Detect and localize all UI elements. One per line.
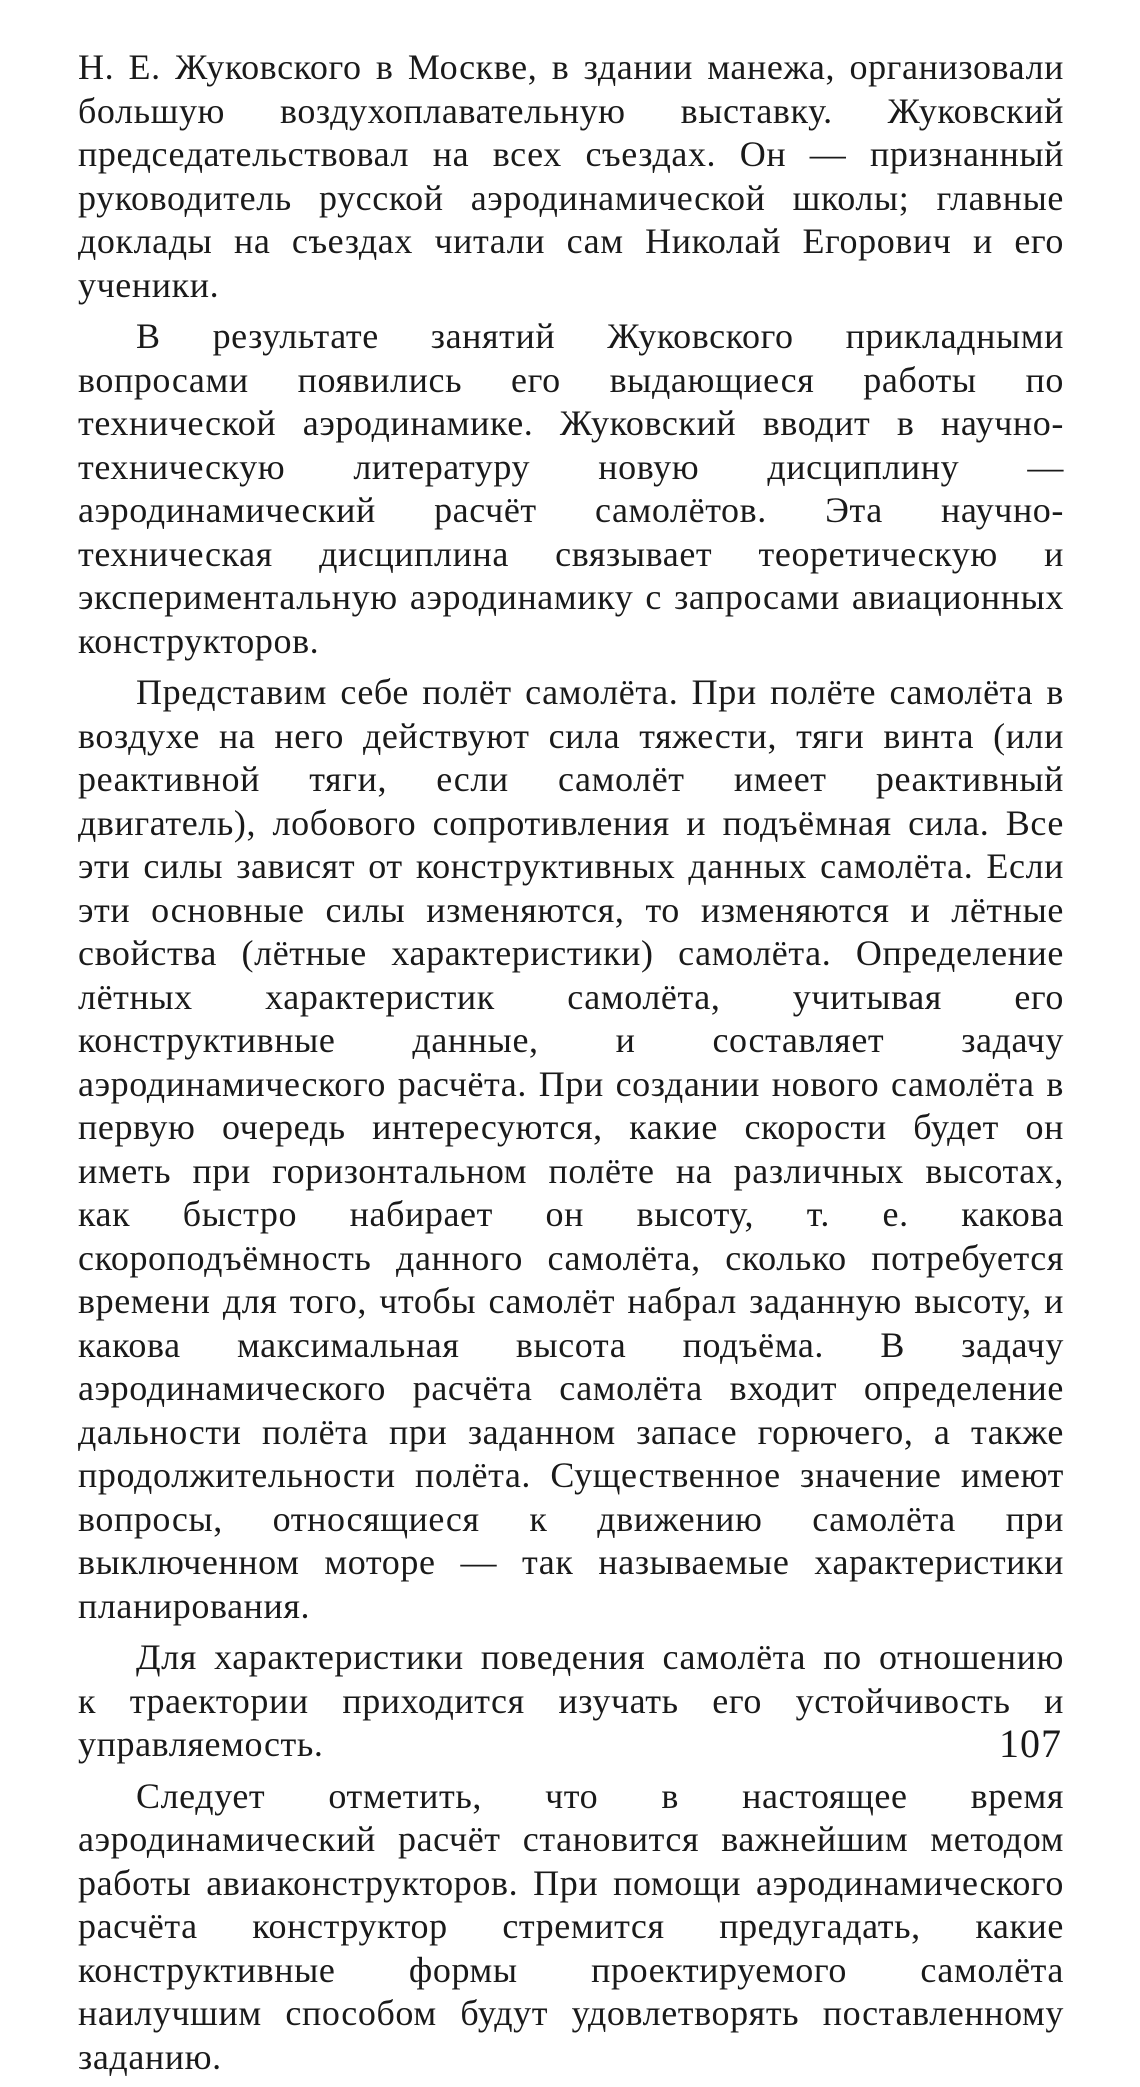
paragraph-stability: Для характеристики поведения самолёта по отношению к траектории приходится изучать его устойчивость и управляемость. (78, 1637, 1064, 1764)
paragraph-flight-forces: Представим себе полёт самолёта. При полёте самолёта в воздухе на него действуют сила тяжести, тяги винта (или реактивной тяги, если самолёт имеет реактивный двигатель), лобового сопротивления и подъёмная сила. Все эти силы зависят от конструктивных данных самолёта. Если эти основные силы изменяются, то изменяются и лётные свойства (лётные характеристики) самолёта. Определение лётных характеристик самолёта, учитывая его конструктивные данные, и составляет задачу аэродинамического расчёта. При создании нового самолёта в первую очередь интересуются, какие скорости будет он иметь при горизонтальном полёте на различных высотах, как быстро набирает он высоту, т. е. какова скороподъёмность данного самолёта, сколько потребуется времени для того, чтобы самолёт набрал заданную высоту, и какова максимальная высота подъёма. В задачу аэродинамического расчёта самолёта входит определение дальности полёта при заданном запасе горючего, а также продолжительности полёта. Существенное значение имеют вопросы, относящиеся к движению самолёта при выключенном моторе — так называемые характеристики планирования. (78, 672, 1064, 1626)
paragraph-technical-aerodynamics: В результате занятий Жуковского прикладными вопросами появились его выдающиеся работы по технической аэродинамике. Жуковский вводит в научно-техническую литературу новую дисциплину — аэродинамический расчёт самолётов. Эта научно-техническая дисциплина связывает теоретическую и экспериментальную аэродинамику с запросами авиационных конструкторов. (78, 316, 1064, 661)
page-number: 107 (999, 1721, 1062, 1766)
page-body (78, 46, 1064, 2087)
paragraph-aerodynamic-calculation: Следует отметить, что в настоящее время аэродинамический расчёт становится важнейшим методом работы авиаконструкторов. При помощи аэродинамического расчёта конструктор стремится предугадать, какие конструктивные формы проектируемого самолёта наилучшим способом будут удовлетворять поставленному заданию. (78, 1775, 1064, 2077)
paragraph-continuation: Н. Е. Жуковского в Москве, в здании манежа, организовали большую воздухоплавательную выставку. Жуковский председательствовал на всех съездах. Он — признанный руководитель русской аэродинамической школы; главные доклады на съездах читали сам Николай Егорович и его ученики. (78, 47, 1064, 305)
